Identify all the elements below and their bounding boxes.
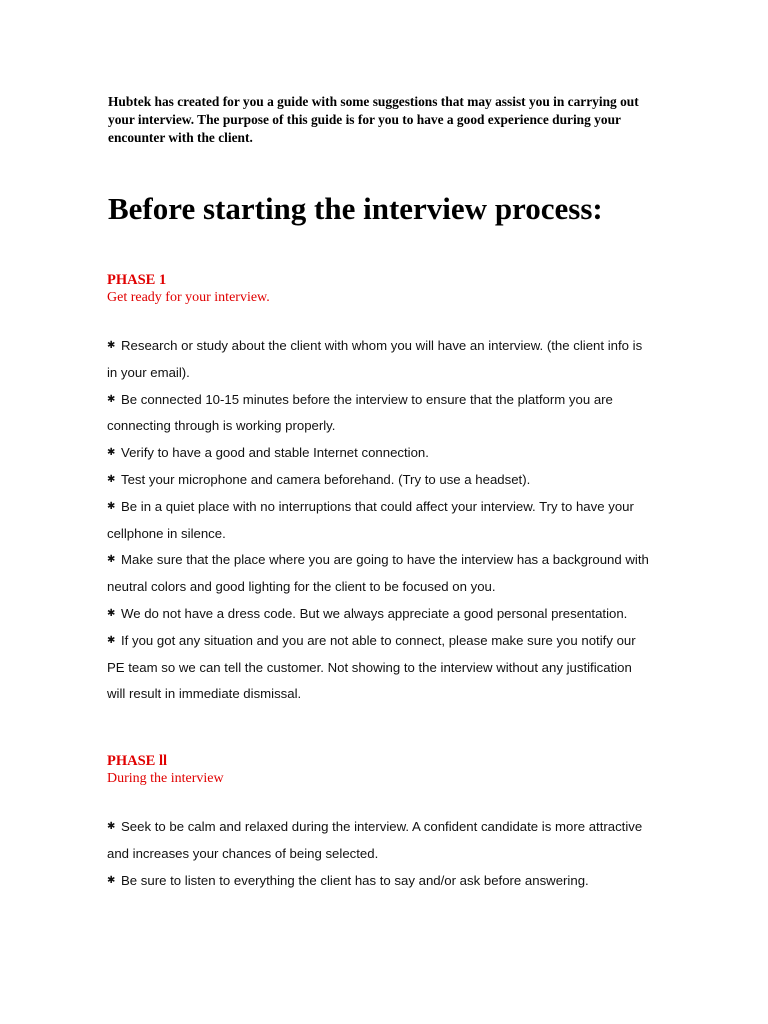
star-bullet-icon: ✱ xyxy=(107,874,116,886)
star-bullet-icon: ✱ xyxy=(107,340,116,351)
phase-1-title: PHASE 1 xyxy=(107,272,167,288)
phase-2-bullet-list xyxy=(107,814,652,894)
bullet-text: Verify to have a good and stable Internet connection. xyxy=(121,445,429,461)
star-bullet-icon: ✱ xyxy=(107,393,116,405)
bullet-text: We do not have a dress code. But we always appreciate a good personal presentation. xyxy=(121,605,628,621)
bullet-text: Make sure that the place where you are going to have the interview has a background with neutral colors and good lighting for the client to be focused on you. xyxy=(107,552,649,595)
bullet-text: Seek to be calm and relaxed during the interview. A confident candidate is more attractive and increases your chances of being selected. xyxy=(107,819,643,861)
bullet-item xyxy=(107,440,652,467)
phase-2-subtitle: During the interview xyxy=(107,771,224,786)
intro-paragraph: Hubtek has created for you a guide with some suggestions that may assist you in carrying out your interview. The purpose of this guide is for you to have a good experience during your encounter with the client. xyxy=(108,94,639,145)
star-bullet-icon: ✱ xyxy=(107,447,116,459)
bullet-item xyxy=(107,494,652,548)
star-bullet-icon: ✱ xyxy=(107,554,116,566)
bullet-item xyxy=(107,601,652,628)
bullet-item xyxy=(107,547,652,601)
bullet-item xyxy=(107,467,652,494)
star-bullet-icon: ✱ xyxy=(107,500,116,512)
bullet-text: Be sure to listen to everything the client has to say and/or ask before answering. xyxy=(121,872,589,888)
star-bullet-icon: ✱ xyxy=(107,821,116,832)
star-bullet-icon: ✱ xyxy=(107,634,116,646)
bullet-text: If you got any situation and you are not able to connect, please make sure you notify our PE team so we can tell the customer. Not showing to the interview without any justification will result in immediate dismissal. xyxy=(107,632,636,702)
bullet-item xyxy=(107,387,652,441)
bullet-text: Research or study about the client with whom you will have an interview. (the client info is in your email). xyxy=(107,338,643,380)
bullet-text: Be in a quiet place with no interruptions that could affect your interview. Try to have your cellphone in silence. xyxy=(107,498,634,541)
bullet-item xyxy=(107,868,652,895)
bullet-text: Be connected 10-15 minutes before the interview to ensure that the platform you are connecting through is working properly. xyxy=(107,391,613,434)
section-heading: Before starting the interview process: xyxy=(108,191,603,226)
bullet-item xyxy=(107,814,652,868)
phase-2-title: PHASE ll xyxy=(107,753,168,769)
phase-1-bullet-list xyxy=(107,333,652,708)
bullet-item xyxy=(107,333,652,387)
star-bullet-icon: ✱ xyxy=(107,473,116,485)
phase-1-subtitle: Get ready for your interview. xyxy=(107,290,270,305)
bullet-item xyxy=(107,628,652,708)
bullet-text: Test your microphone and camera beforehand. (Try to use a headset). xyxy=(121,471,531,487)
star-bullet-icon: ✱ xyxy=(107,607,116,619)
